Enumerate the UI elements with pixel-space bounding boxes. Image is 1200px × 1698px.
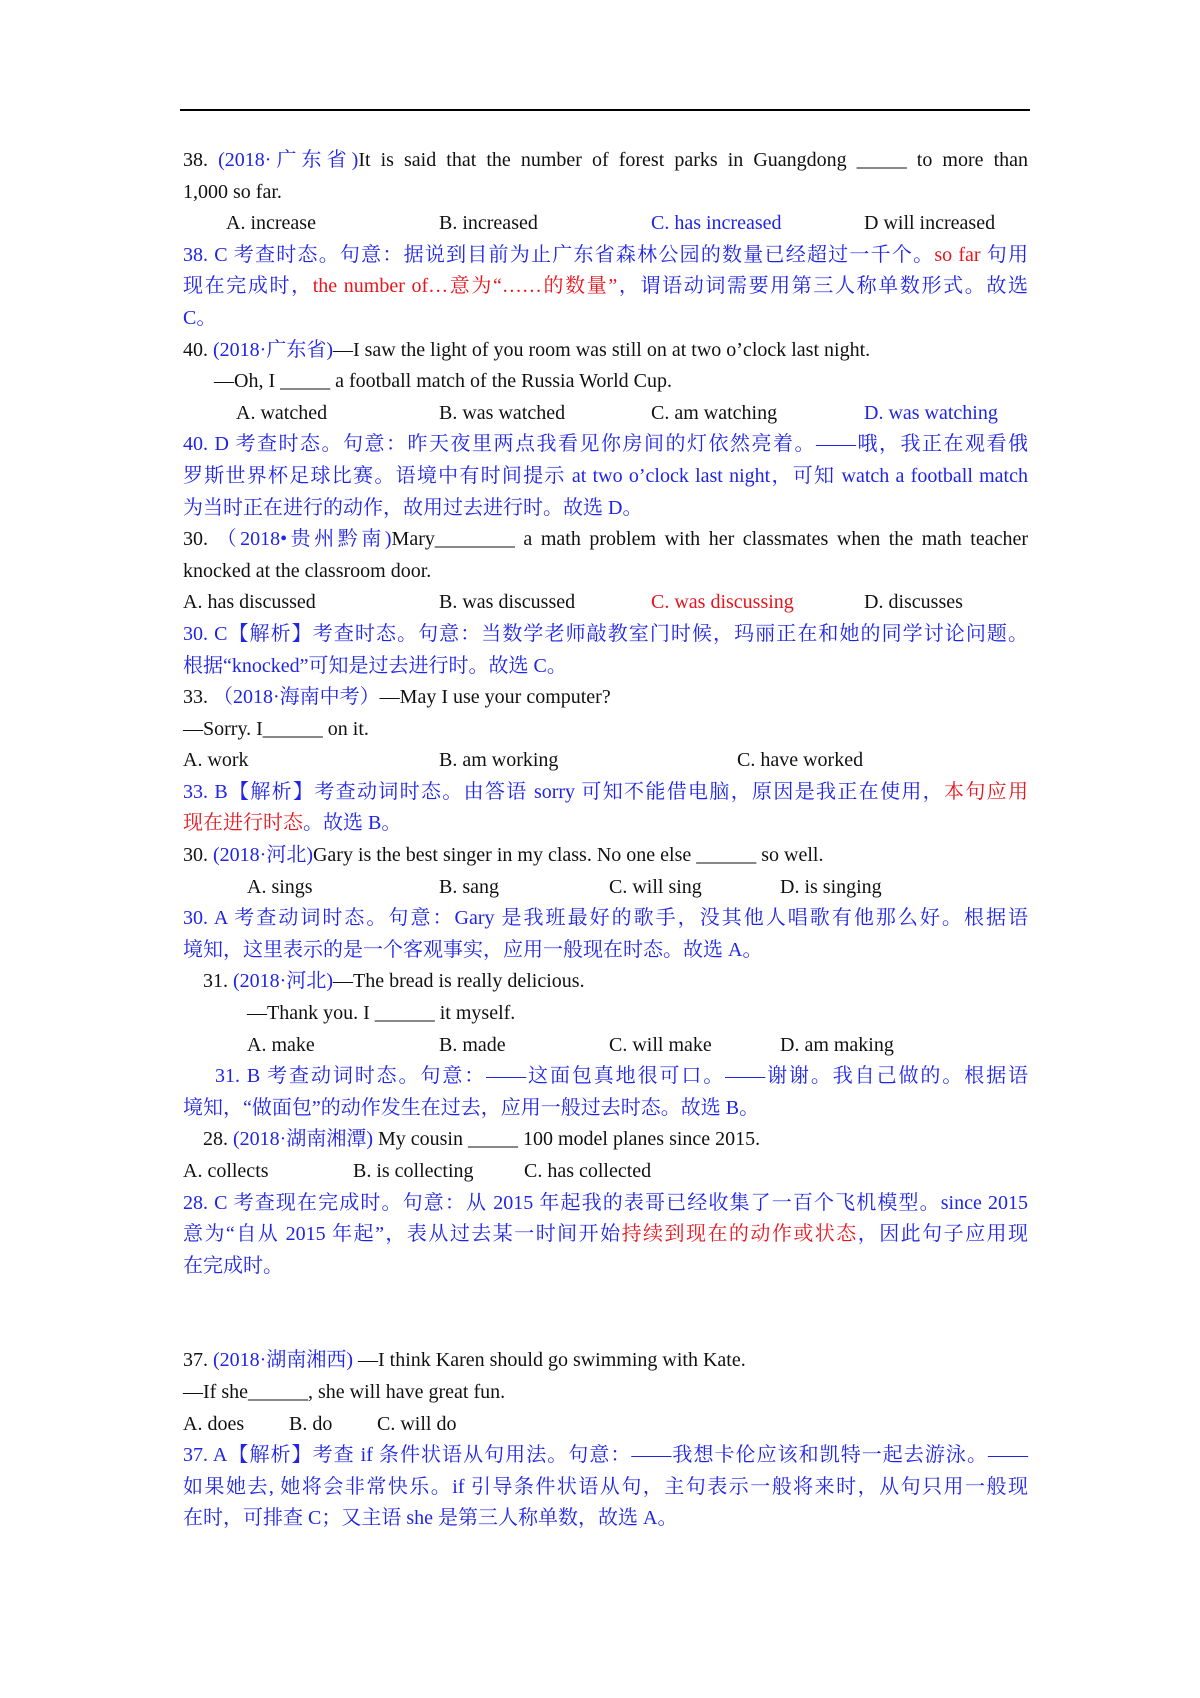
- source-tag: (2018·湖南湘西): [213, 1349, 353, 1372]
- answer-31: 31. B 考查动词时态。句意：——这面包真地很可口。——谢谢。我自己做的。根据语: [215, 1065, 1028, 1088]
- answer-text: 境知，这里表示的是一个客观事实，应用一般现在时态。故选 A。: [183, 938, 763, 961]
- option-a: A. collects: [183, 1160, 269, 1182]
- option-a: A. watched: [236, 401, 328, 424]
- question-37: 37. (2018·湖南湘西) —I think Karen should go swimming with Kate.: [183, 1349, 746, 1372]
- option-c-answer: C. was discussing: [651, 591, 794, 614]
- answer-text: 根据“knocked”可知是过去进行时。故选 C。: [183, 654, 567, 677]
- option-a: A. increase: [226, 212, 316, 235]
- answer-text: 现在进行时态。故选 B。: [183, 812, 402, 835]
- options-28: [183, 1156, 1028, 1188]
- header-rule: [180, 109, 1030, 111]
- option-d-answer: D. was watching: [864, 401, 998, 424]
- answer-text: C。: [183, 306, 217, 329]
- answer-38: 38. C 考查时态。句意：据说到目前为止广东省森林公园的数量已经超过一千个。so far 句用: [183, 243, 1029, 266]
- option-c: C. will make: [609, 1033, 712, 1056]
- source-tag: (2018·广东省): [218, 149, 359, 171]
- source-tag: (2018·湖南湘潭): [233, 1128, 373, 1151]
- options-30-guizhou: [183, 587, 1028, 619]
- option-c: C. has collected: [524, 1160, 652, 1182]
- option-d: D. am making: [780, 1033, 894, 1056]
- answer-33: 33. B【解析】考查动词时态。由答语 sorry 可知不能借电脑，原因是我正在使用，本句应用: [183, 780, 1028, 803]
- options-30-hebei: [183, 872, 1028, 904]
- answer-text: 如果她去, 她将会非常快乐。if 引导条件状语从句，主句表示一般将来时，从句只用一般现: [183, 1475, 1028, 1498]
- option-c-answer: C. has increased: [651, 212, 782, 235]
- answer-40: 40. D 考查时态。句意：昨天夜里两点我看见你房间的灯依然亮着。——哦，我正在观看俄: [183, 433, 1028, 456]
- question-28: 28. (2018·湖南湘潭) My cousin _____ 100 model planes since 2015.: [203, 1128, 761, 1151]
- option-c: C. have worked: [737, 749, 864, 772]
- option-a: A. does: [183, 1412, 245, 1435]
- document-body: [183, 145, 1028, 1535]
- option-b: B. is collecting: [353, 1160, 474, 1182]
- option-a: A. sings: [247, 875, 313, 898]
- source-tag: （2018•贵州黔南): [216, 528, 392, 551]
- question-text: 1,000 so far.: [183, 180, 282, 203]
- options-31: [183, 1030, 1028, 1062]
- option-b: B. do: [289, 1412, 333, 1435]
- option-b: B. increased: [439, 212, 538, 235]
- question-text: —Sorry. I______ on it.: [183, 717, 369, 740]
- question-33: 33. （2018·海南中考）—May I use your computer?: [183, 686, 611, 709]
- question-text: knocked at the classroom door.: [183, 559, 432, 582]
- question-38: 38. (2018·广东省)It is said that the number of forest parks in Guangdong _____ to more than: [183, 149, 1029, 171]
- option-b: B. was discussed: [439, 591, 576, 614]
- option-d: D. is singing: [780, 875, 882, 898]
- option-a: A. work: [183, 749, 249, 772]
- question-31: 31. (2018·河北)—The bread is really delicious.: [203, 970, 585, 993]
- question-text: —Oh, I _____ a football match of the Russia World Cup.: [214, 370, 672, 393]
- options-38: [183, 208, 1028, 240]
- options-33: [183, 745, 1028, 777]
- option-c: C. will sing: [609, 875, 702, 898]
- source-tag: (2018·河北): [233, 970, 333, 993]
- answer-text: 意为“自从 2015 年起”，表从过去某一时间开始持续到现在的动作或状态，因此句子应用现: [183, 1223, 1029, 1246]
- answer-30-guizhou: 30. C【解析】考查时态。句意：当数学老师敲教室门时候，玛丽正在和她的同学讨论问题。: [183, 622, 1028, 645]
- answer-text: 境知，“做面包”的动作发生在过去，应用一般过去时态。故选 B。: [183, 1096, 760, 1119]
- answer-28: 28. C 考查现在完成时。句意：从 2015 年起我的表哥已经收集了一百个飞机模型。since 2015: [183, 1191, 1028, 1214]
- answer-text: 在完成时。: [183, 1254, 283, 1277]
- option-c: C. will do: [377, 1412, 457, 1435]
- option-d: D will increased: [864, 212, 996, 235]
- question-text: —If she______, she will have great fun.: [183, 1380, 506, 1403]
- answer-text: 罗斯世界杯足球比赛。语境中有时间提示 at two o’clock last night，可知 watch a football match: [183, 464, 1028, 487]
- question-30-guizhou: 30. （2018•贵州黔南)Mary________ a math problem with her classmates when the math teacher: [183, 528, 1028, 551]
- answer-text: 在时，可排查 C；又主语 she 是第三人称单数，故选 A。: [183, 1507, 678, 1530]
- source-tag: （2018·海南中考）: [213, 686, 380, 709]
- option-c: C. am watching: [651, 401, 778, 424]
- option-b: B. am working: [439, 749, 559, 772]
- option-a: A. make: [247, 1033, 315, 1056]
- option-d: D. discusses: [864, 591, 963, 614]
- source-tag: (2018·广东省): [213, 338, 333, 361]
- answer-30-hebei: 30. A 考查动词时态。句意：Gary 是我班最好的歌手，没其他人唱歌有他那么好。根据语: [183, 907, 1028, 930]
- options-40: [183, 398, 1028, 430]
- option-b: B. was watched: [439, 401, 566, 424]
- answer-text: 现在完成时，the number of…意为“……的数量”，谓语动词需要用第三人称单数形式。故选: [183, 275, 1028, 298]
- question-text: —Thank you. I ______ it myself.: [247, 1002, 516, 1025]
- option-b: B. sang: [439, 875, 499, 898]
- option-a: A. has discussed: [183, 591, 316, 614]
- option-b: B. made: [439, 1033, 506, 1056]
- question-40: 40. (2018·广东省)—I saw the light of you room was still on at two o’clock last night.: [183, 338, 871, 361]
- question-30-hebei: 30. (2018·河北)Gary is the best singer in my class. No one else ______ so well.: [183, 844, 824, 867]
- answer-37: 37. A【解析】考查 if 条件状语从句用法。句意：——我想卡伦应该和凯特一起去游泳。——: [183, 1444, 1028, 1467]
- options-37: [183, 1409, 1028, 1441]
- source-tag: (2018·河北): [213, 844, 313, 867]
- answer-text: 为当时正在进行的动作，故用过去进行时。故选 D。: [183, 496, 643, 519]
